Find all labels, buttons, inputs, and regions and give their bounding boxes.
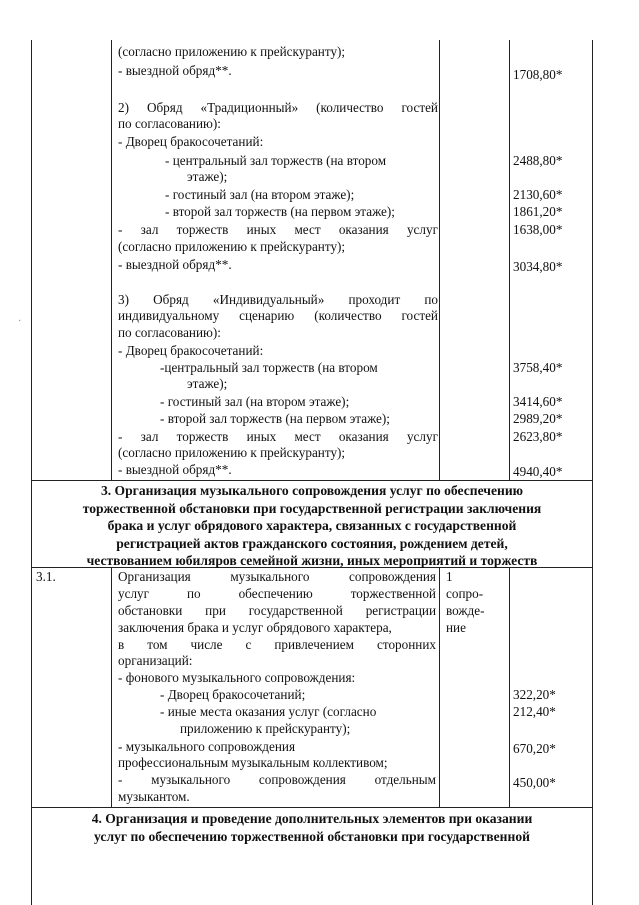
section-heading-line: торжественной обстановки при государственной регистрации заключения [82,500,542,516]
description-line: (согласно приложению к прейскуранту); [118,239,346,254]
table-border-left [31,40,32,905]
description-line: Организация музыкального сопровождения [118,569,436,584]
description-line: профессиональным музыкальным коллективом; [118,755,388,770]
description-line: - Дворец бракосочетаний: [118,343,264,358]
section-heading-line: брака и услуг обрядового характера, связанных с государственной [107,518,517,534]
section-heading-line: чествованием юбиляров семейной жизни, иных мероприятий и торжеств [86,553,538,569]
column-divider-description [439,567,440,807]
price-value: 3034,80* [513,259,563,274]
description-line: - зал торжеств иных мест оказания услуг [118,429,438,444]
column-divider-number [111,40,112,480]
description-line: - выездной обряд**. [118,63,232,78]
section-heading-4 [32,810,592,845]
section-heading-line: услуг по обеспечению торжественной обстановки при государственной [94,828,530,844]
description-line: этаже); [187,376,228,391]
section-heading-line: регистрацией актов гражданского состояния, рождением детей, [116,535,508,551]
description-line: этаже); [187,169,228,184]
description-line: - Дворец бракосочетаний: [118,134,264,149]
description-line: -центральный зал торжеств (на втором [160,360,378,375]
price-value: 450,00* [513,775,556,790]
description-line: по согласованию): [118,325,221,340]
description-line: в том числе с привлечением сторонних [118,637,436,652]
price-value: 2989,20* [513,411,563,426]
description-line: обстановки при государственной регистрации [118,603,436,618]
section-heading-3 [32,482,592,570]
table-border-right [592,40,593,905]
description-line: - фонового музыкального сопровождения: [118,670,356,685]
rite-title: 3) Обряд «Индивидуальный» проходит по [118,292,438,307]
description-line: - зал торжеств иных мест оказания услуг [118,222,438,237]
column-divider-description [439,40,440,480]
description-line: - гостиный зал (на втором этаже); [165,187,355,202]
description-line: - выездной обряд**. [118,257,232,272]
description-line: заключения брака и услуг обрядового характера, [118,620,392,635]
price-value: 1708,80* [513,67,563,82]
description-line: - центральный зал торжеств (на втором [165,153,387,168]
rite-title: индивидуальному сценарию (количество гостей [118,308,438,323]
price-value: 1861,20* [513,204,563,219]
description-line: - второй зал торжеств (на первом этаже); [160,411,390,426]
price-value: 3414,60* [513,394,563,409]
row-number: 3.1. [36,569,56,584]
column-divider-number [111,567,112,807]
description-line: - иные места оказания услуг (согласно [160,704,377,719]
price-value: 4940,40* [513,464,563,479]
description-line: - выездной обряд**. [118,462,232,477]
description-line: - музыкального сопровождения [118,739,296,754]
unit-line: ние [446,620,466,635]
description-line: - Дворец бракосочетаний; [160,687,306,702]
description-line: - гостиный зал (на втором этаже); [160,394,350,409]
description-line: организаций: [118,653,193,668]
column-divider-unit [509,40,510,480]
price-value: 2623,80* [513,429,563,444]
description-line: (согласно приложению к прейскуранту); [118,44,346,59]
price-value: 670,20* [513,741,556,756]
margin-mark: · [18,316,22,327]
description-line: - музыкального сопровождения отдельным [118,772,436,787]
section-heading-line: 4. Организация и проведение дополнительных элементов при оказании [91,811,533,826]
price-value: 2130,60* [513,187,563,202]
description-line: - второй зал торжеств (на первом этаже); [165,204,395,219]
description-line: услуг по обеспечению торжественной [118,586,436,601]
unit-line: сопро- [446,586,484,601]
price-value: 212,40* [513,704,556,719]
unit-line: 1 [446,569,453,584]
unit-line: вожде- [446,603,485,618]
price-value: 2488,80* [513,153,563,168]
price-value: 322,20* [513,687,556,702]
description-line: (согласно приложению к прейскуранту); [118,445,346,460]
section-heading-line: 3. Организация музыкального сопровождения услуг по обеспечению [100,483,524,498]
description-line: по согласованию): [118,116,221,131]
description-line: музыкантом. [118,789,190,804]
description-line: приложению к прейскуранту); [180,721,351,736]
price-value: 3758,40* [513,360,563,375]
row-divider [31,807,593,808]
rite-title: 2) Обряд «Традиционный» (количество гостей [118,100,438,115]
price-value: 1638,00* [513,222,563,237]
column-divider-unit [509,567,510,807]
row-divider [31,480,593,481]
